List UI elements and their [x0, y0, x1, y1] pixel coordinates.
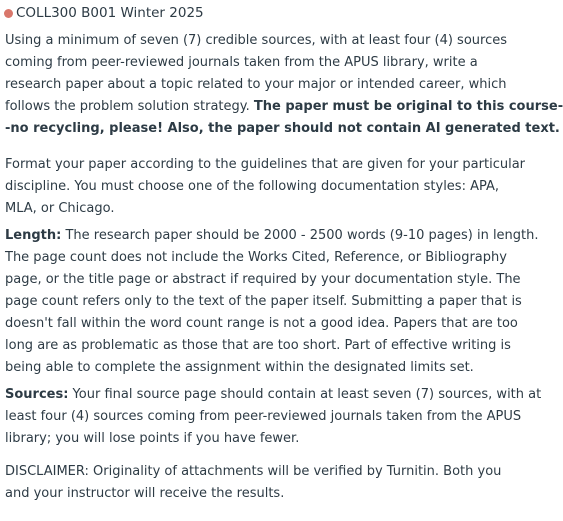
length-line: long are as problematic as those that are too short. Part of effective writing is — [5, 338, 511, 353]
format-line: Format your paper according to the guidelines that are given for your particular — [5, 157, 526, 172]
disclaimer-line: and your instructor will receive the results. — [5, 486, 285, 501]
length-line: page count refers only to the text of the paper itself. Submitting a paper that is — [5, 294, 522, 309]
no-recycling-emphasis: -no recycling, please! Also, the paper should not contain AI generated text. — [5, 121, 560, 136]
sources-label: Sources: — [5, 387, 69, 402]
length-line: page, or the title page or abstract if required by your documentation style. The — [5, 272, 521, 287]
intro-line: Using a minimum of seven (7) credible sources, with at least four (4) sources — [5, 33, 507, 48]
intro-line — [5, 96, 563, 118]
format-line: MLA, or Chicago. — [5, 201, 115, 216]
intro-line: coming from peer-reviewed journals taken from the APUS library, write a — [5, 55, 478, 70]
length-line: doesn't fall within the word count range is not a good idea. Papers that are too — [5, 316, 518, 331]
sources-line: library; you will lose points if you have fewer. — [5, 431, 300, 446]
length-line — [5, 225, 539, 247]
length-line: The page count does not include the Works Cited, Reference, or Bibliography — [5, 250, 507, 265]
course-title[interactable]: COLL300 B001 Winter 2025 — [16, 5, 204, 21]
course-header[interactable] — [4, 3, 204, 23]
disclaimer-line: DISCLAIMER: Originality of attachments will be verified by Turnitin. Both you — [5, 464, 502, 479]
sources-line — [5, 384, 542, 406]
course-color-dot-icon — [4, 9, 13, 18]
format-paragraph — [5, 154, 527, 220]
originality-emphasis: The paper must be original to this course- — [253, 99, 563, 114]
intro-line — [5, 118, 560, 140]
length-paragraph — [5, 225, 539, 379]
length-line: being able to complete the assignment within the designated limits set. — [5, 360, 474, 375]
length-label: Length: — [5, 228, 62, 243]
intro-line4-text: follows the problem solution strategy. — [5, 99, 254, 114]
intro-paragraph — [5, 30, 563, 140]
length-line1-text: The research paper should be 2000 - 2500 words (9-10 pages) in length. — [61, 228, 539, 243]
sources-line1-text: Your final source page should contain at least seven (7) sources, with at — [68, 387, 542, 402]
format-line: discipline. You must choose one of the following documentation styles: APA, — [5, 179, 500, 194]
intro-line: research paper about a topic related to your major or intended career, which — [5, 77, 507, 92]
sources-line: least four (4) sources coming from peer-reviewed journals taken from the APUS — [5, 409, 522, 424]
disclaimer-paragraph — [5, 461, 527, 505]
sources-paragraph — [5, 384, 542, 450]
